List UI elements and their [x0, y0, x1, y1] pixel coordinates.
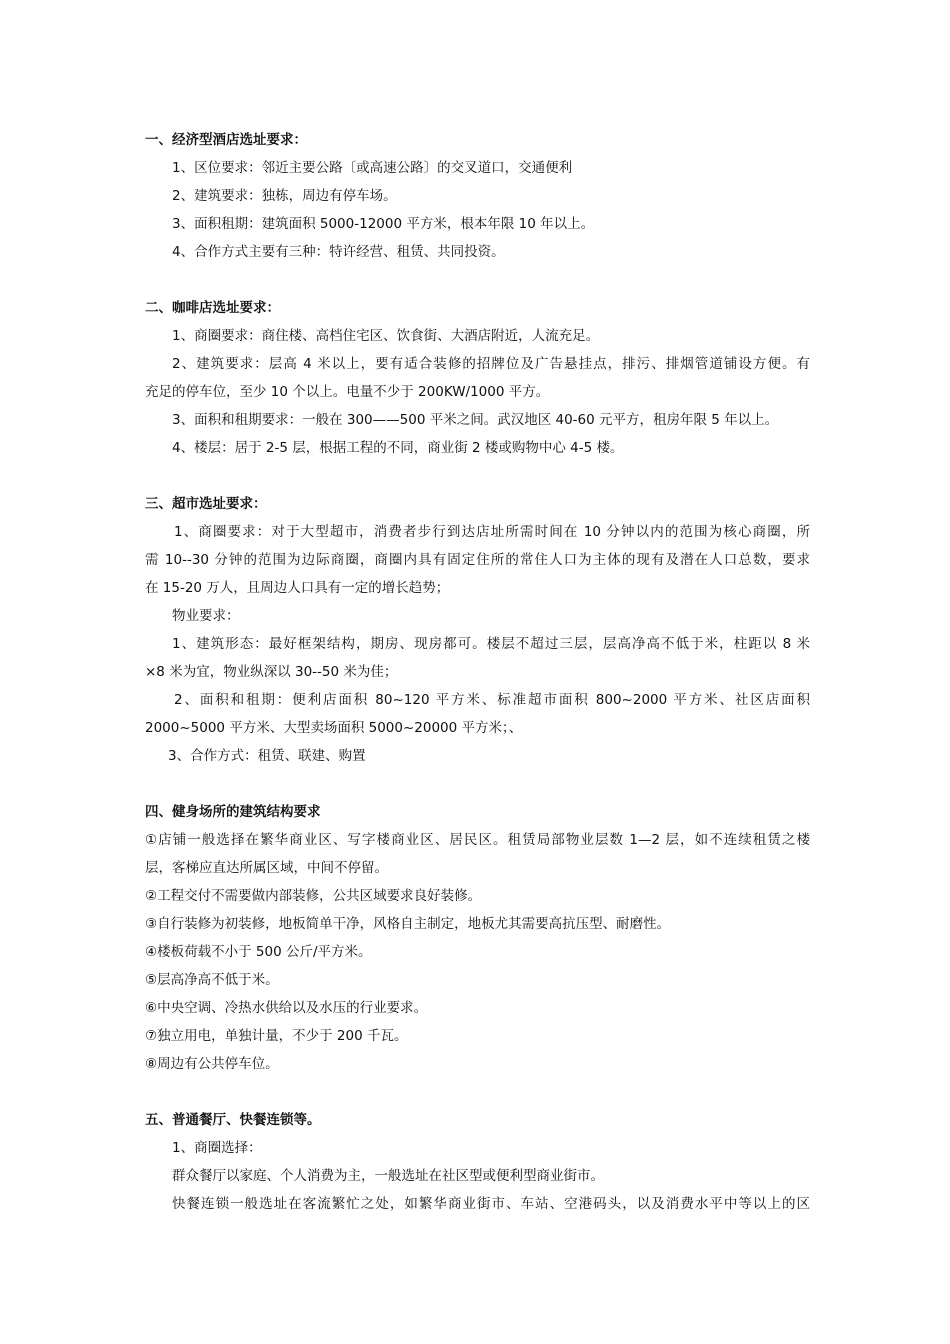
- list-item: ②工程交付不需要做内部装修，公共区域要求良好装修。: [145, 888, 482, 904]
- section-gym: [145, 798, 810, 1078]
- list-item: ⑥中央空调、冷热水供给以及水压的行业要求。: [145, 1000, 428, 1016]
- section-restaurant: [145, 1106, 810, 1218]
- paragraph-line: 3、面积和租期要求：一般在 300——500 平米之间。武汉地区 40-60 元平方，租房年限 5 年以上。: [172, 412, 779, 428]
- paragraph-line: 物业要求：: [172, 608, 240, 624]
- section-heading: 四、健身场所的建筑结构要求: [145, 804, 321, 820]
- paragraph-line: 快餐连锁一般选址在客流繁忙之处，如繁华商业街市、车站、空港码头，以及消费水平中等以上的区: [172, 1196, 810, 1212]
- paragraph-line: 在 15-20 万人，且周边人口具有一定的增长趋势；: [145, 580, 450, 596]
- section-coffee-shop: [145, 294, 810, 462]
- section-supermarket: [145, 490, 810, 770]
- paragraph-line: 充足的停车位，至少 10 个以上。电量不少于 200KW/1000 平方。: [145, 384, 550, 400]
- paragraph-line: ×8 米为宜，物业纵深以 30--50 米为佳；: [145, 664, 398, 680]
- paragraph-line: 群众餐厅以家庭、个人消费为主，一般选址在社区型或便利型商业街市。: [172, 1168, 604, 1184]
- document-page: [145, 126, 810, 1218]
- paragraph-line: 4、楼层：居于 2-5 层，根据工程的不同，商业街 2 楼或购物中心 4-5 楼。: [172, 440, 624, 456]
- paragraph-line: 1、商圈要求：对于大型超市，消费者步行到达店址所需时间在 10 分钟以内的范围为核心商圈，所: [174, 524, 810, 540]
- section-economy-hotel: [145, 126, 810, 266]
- paragraph-line: 3、合作方式：租赁、联建、购置: [168, 748, 366, 764]
- list-item: ①店铺一般选择在繁华商业区、写字楼商业区、居民区。租赁局部物业层数 1—2 层，如不连续租赁之楼: [145, 832, 810, 848]
- list-item: 层，客梯应直达所属区域，中间不停留。: [145, 860, 388, 876]
- list-item: ⑦独立用电，单独计量，不少于 200 千瓦。: [145, 1028, 408, 1044]
- paragraph-line: 2、建筑要求：层高 4 米以上，要有适合装修的招牌位及广告悬挂点，排污、排烟管道铺设方便。有: [172, 356, 810, 372]
- section-heading: 五、普通餐厅、快餐连锁等。: [145, 1112, 321, 1128]
- paragraph-line: 4、合作方式主要有三种：特许经营、租赁、共同投资。: [172, 244, 505, 260]
- paragraph-line: 2、建筑要求：独栋，周边有停车场。: [172, 188, 397, 204]
- paragraph-line: 2000~5000 平方米、大型卖场面积 5000~20000 平方米；、: [145, 720, 523, 736]
- list-item: ⑧周边有公共停车位。: [145, 1056, 279, 1072]
- section-heading: 二、咖啡店选址要求：: [145, 300, 280, 316]
- list-item: ④楼板荷载不小于 500 公斤/平方米。: [145, 944, 372, 960]
- paragraph-line: 1、建筑形态：最好框架结构，期房、现房都可。楼层不超过三层，层高净高不低于米，柱距以 8 米: [172, 636, 810, 652]
- paragraph-line: 2、面积和租期：便利店面积 80~120 平方米、标准超市面积 800~2000 平方米、社区店面积: [174, 692, 810, 708]
- paragraph-line: 3、面积租期：建筑面积 5000-12000 平方米，根本年限 10 年以上。: [172, 216, 595, 232]
- paragraph-line: 1、区位要求：邻近主要公路〔或高速公路〕的交叉道口，交通便利: [172, 160, 573, 176]
- list-item: ③自行装修为初装修，地板简单干净，风格自主制定，地板尤其需要高抗压型、耐磨性。: [145, 916, 671, 932]
- paragraph-line: 需 10--30 分钟的范围为边际商圈，商圈内具有固定住所的常住人口为主体的现有及潜在人口总数，要求: [145, 552, 810, 568]
- paragraph-line: 1、商圈要求：商住楼、高档住宅区、饮食街、大酒店附近，人流充足。: [172, 328, 600, 344]
- list-item: ⑤层高净高不低于米。: [145, 972, 279, 988]
- section-heading: 三、超市选址要求：: [145, 496, 267, 512]
- paragraph-line: 1、商圈选择：: [172, 1140, 262, 1156]
- section-heading: 一、经济型酒店选址要求：: [145, 132, 307, 148]
